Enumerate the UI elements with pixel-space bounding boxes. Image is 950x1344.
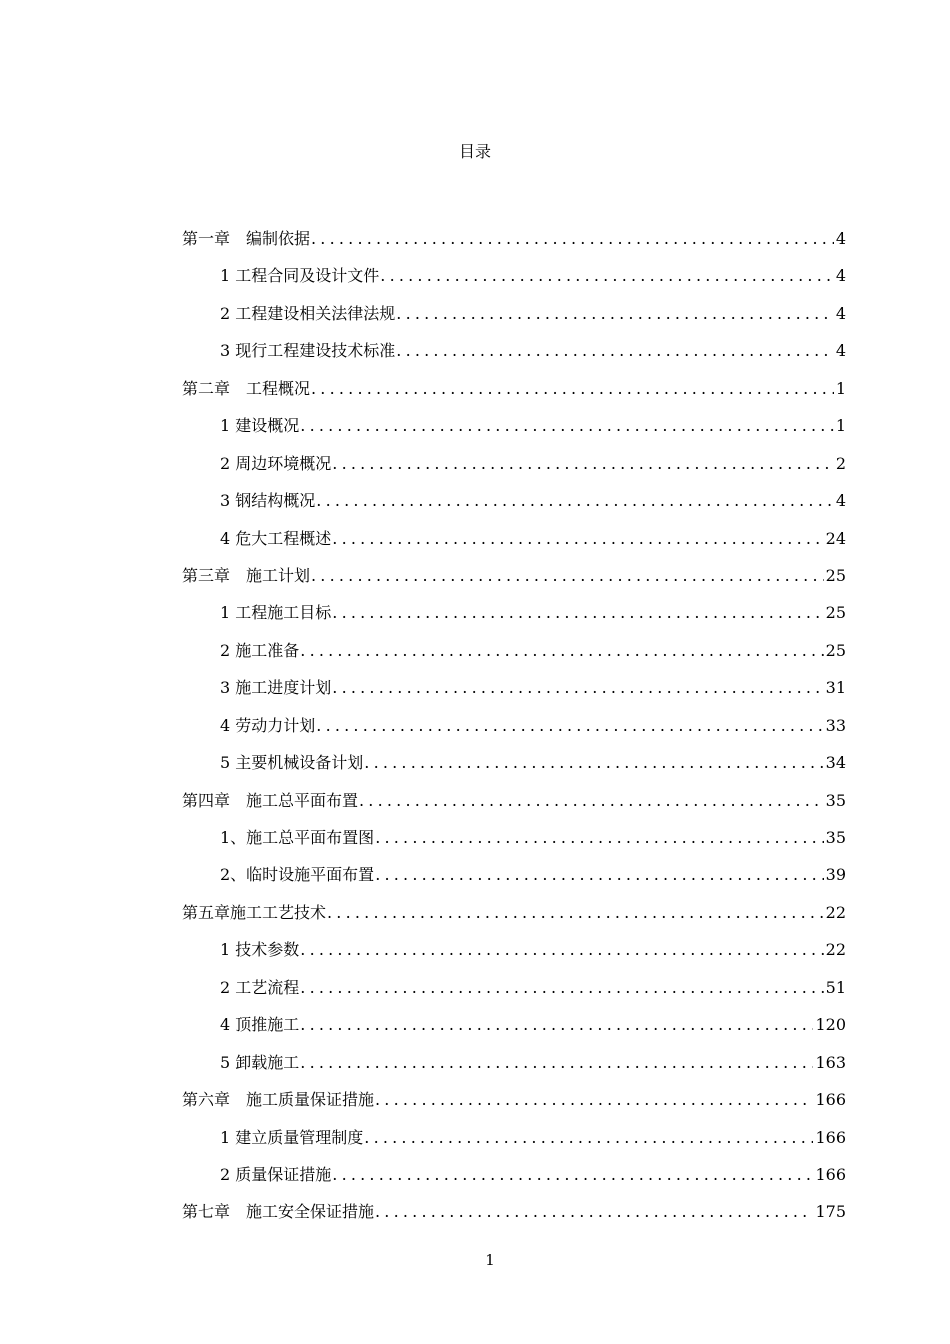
toc-entry-label: 3 现行工程建设技术标准 <box>220 341 396 361</box>
toc-entry-page: 24 <box>825 528 846 548</box>
toc-entry-page: 22 <box>825 940 846 960</box>
toc-entry-page: 39 <box>825 865 846 885</box>
toc-dot-leader <box>311 564 824 588</box>
toc-chapter-entry[interactable] <box>182 227 846 264</box>
toc-dot-leader <box>300 1013 813 1037</box>
toc-entry-label: 第二章 工程概况 <box>182 378 311 398</box>
toc-entry-page: 120 <box>815 1015 846 1035</box>
toc-section-entry[interactable] <box>182 1051 846 1088</box>
toc-dot-leader <box>311 377 834 401</box>
toc-chapter-entry[interactable] <box>182 377 846 414</box>
toc-section-entry[interactable] <box>182 339 846 376</box>
toc-dot-leader <box>364 1126 813 1150</box>
toc-entry-page: 1 <box>835 416 846 436</box>
toc-section-entry[interactable] <box>182 751 846 788</box>
toc-section-entry[interactable] <box>182 1126 846 1163</box>
toc-dot-leader <box>380 264 834 288</box>
toc-entry-page: 25 <box>825 603 846 623</box>
toc-entry-label: 第七章 施工安全保证措施 <box>182 1202 375 1222</box>
toc-dot-leader <box>316 714 823 738</box>
toc-entry-label: 第三章 施工计划 <box>182 565 311 585</box>
toc-dot-leader <box>311 227 834 251</box>
toc-entry-label: 2 周边环境概况 <box>220 453 332 473</box>
toc-entry-label: 2 工艺流程 <box>220 977 300 997</box>
toc-entry-page: 166 <box>815 1090 846 1110</box>
toc-dot-leader <box>375 863 823 887</box>
toc-section-entry[interactable] <box>182 676 846 713</box>
toc-section-entry[interactable] <box>182 1163 846 1200</box>
toc-dot-leader <box>300 414 834 438</box>
toc-dot-leader <box>300 1051 813 1075</box>
toc-dot-leader <box>332 452 834 476</box>
toc-section-entry[interactable] <box>182 452 846 489</box>
toc-entry-page: 34 <box>825 753 846 773</box>
toc-dot-leader <box>375 1088 813 1112</box>
toc-entry-page: 4 <box>835 303 846 323</box>
toc-entry-label: 1、施工总平面布置图 <box>220 828 375 847</box>
toc-entry-page: 2 <box>835 453 846 473</box>
toc-entry-label: 3 钢结构概况 <box>220 491 316 511</box>
toc-dot-leader <box>375 826 823 850</box>
toc-entry-page: 25 <box>825 565 846 585</box>
toc-dot-leader <box>332 1163 813 1187</box>
toc-entry-label: 4 顶推施工 <box>220 1015 300 1035</box>
toc-dot-leader <box>300 639 823 663</box>
toc-chapter-entry[interactable] <box>182 789 846 826</box>
toc-section-entry[interactable] <box>182 938 846 975</box>
toc-entry-label: 3 施工进度计划 <box>220 678 332 698</box>
toc-entry-label: 1 建设概况 <box>220 416 300 436</box>
page-number: 1 <box>485 1251 495 1269</box>
toc-dot-leader <box>375 1200 813 1224</box>
toc-entry-page: 51 <box>825 977 846 997</box>
toc-section-entry[interactable] <box>182 527 846 564</box>
toc-section-entry[interactable] <box>182 976 846 1013</box>
toc-entry-page: 35 <box>825 790 846 810</box>
toc-dot-leader <box>396 339 834 363</box>
toc-entry-page: 4 <box>835 491 846 511</box>
toc-entry-page: 33 <box>825 715 846 735</box>
toc-entry-label: 第一章 编制依据 <box>182 229 311 248</box>
toc-dot-leader <box>396 302 834 326</box>
toc-entry-label: 1 工程合同及设计文件 <box>220 266 380 286</box>
toc-dot-leader <box>332 676 823 700</box>
toc-entry-label: 1 建立质量管理制度 <box>220 1127 364 1147</box>
toc-dot-leader <box>332 601 823 625</box>
toc-entry-page: 163 <box>815 1052 846 1072</box>
toc-section-entry[interactable] <box>182 826 846 863</box>
toc-entry-page: 22 <box>825 902 846 922</box>
toc-chapter-entry[interactable] <box>182 1088 846 1125</box>
toc-entry-page: 166 <box>815 1127 846 1147</box>
toc-title: 目录 <box>458 142 491 161</box>
toc-entry-label: 第六章 施工质量保证措施 <box>182 1090 375 1110</box>
toc-chapter-entry[interactable] <box>182 901 846 938</box>
toc-entry-page: 31 <box>825 678 846 698</box>
toc-dot-leader <box>327 901 824 925</box>
toc-section-entry[interactable] <box>182 489 846 526</box>
toc-section-entry[interactable] <box>182 1013 846 1050</box>
toc-entry-page: 4 <box>835 266 846 286</box>
toc-section-entry[interactable] <box>182 302 846 339</box>
toc-entry-label: 2 施工准备 <box>220 640 300 660</box>
toc-entry-label: 2 工程建设相关法律法规 <box>220 303 396 323</box>
toc-entry-label: 4 危大工程概述 <box>220 528 332 548</box>
toc-dot-leader <box>300 976 823 1000</box>
toc-section-entry[interactable] <box>182 264 846 301</box>
toc-entry-label: 4 劳动力计划 <box>220 715 316 735</box>
table-of-contents <box>182 227 846 1238</box>
toc-entry-label: 2 质量保证措施 <box>220 1164 332 1184</box>
toc-section-entry[interactable] <box>182 639 846 676</box>
toc-entry-page: 4 <box>835 229 846 248</box>
toc-entry-page: 166 <box>815 1164 846 1184</box>
toc-entry-label: 1 技术参数 <box>220 940 300 960</box>
toc-entry-label: 第四章 施工总平面布置 <box>182 790 359 810</box>
toc-chapter-entry[interactable] <box>182 1200 846 1237</box>
toc-entry-page: 35 <box>825 828 846 847</box>
toc-entry-label: 5 卸载施工 <box>220 1052 300 1072</box>
toc-entry-page: 175 <box>815 1202 846 1222</box>
toc-entry-label: 1 工程施工目标 <box>220 603 332 623</box>
toc-section-entry[interactable] <box>182 714 846 751</box>
toc-section-entry[interactable] <box>182 863 846 900</box>
toc-dot-leader <box>364 751 823 775</box>
toc-dot-leader <box>300 938 823 962</box>
toc-entry-label: 5 主要机械设备计划 <box>220 753 364 773</box>
toc-entry-page: 1 <box>835 378 846 398</box>
toc-dot-leader <box>316 489 834 513</box>
toc-entry-page: 4 <box>835 341 846 361</box>
toc-entry-label: 第五章施工工艺技术 <box>182 902 327 922</box>
toc-section-entry[interactable] <box>182 414 846 451</box>
toc-chapter-entry[interactable] <box>182 564 846 601</box>
toc-entry-label: 2、临时设施平面布置 <box>220 865 375 885</box>
toc-dot-leader <box>359 789 824 813</box>
toc-dot-leader <box>332 527 823 551</box>
toc-entry-page: 25 <box>825 640 846 660</box>
toc-section-entry[interactable] <box>182 601 846 638</box>
